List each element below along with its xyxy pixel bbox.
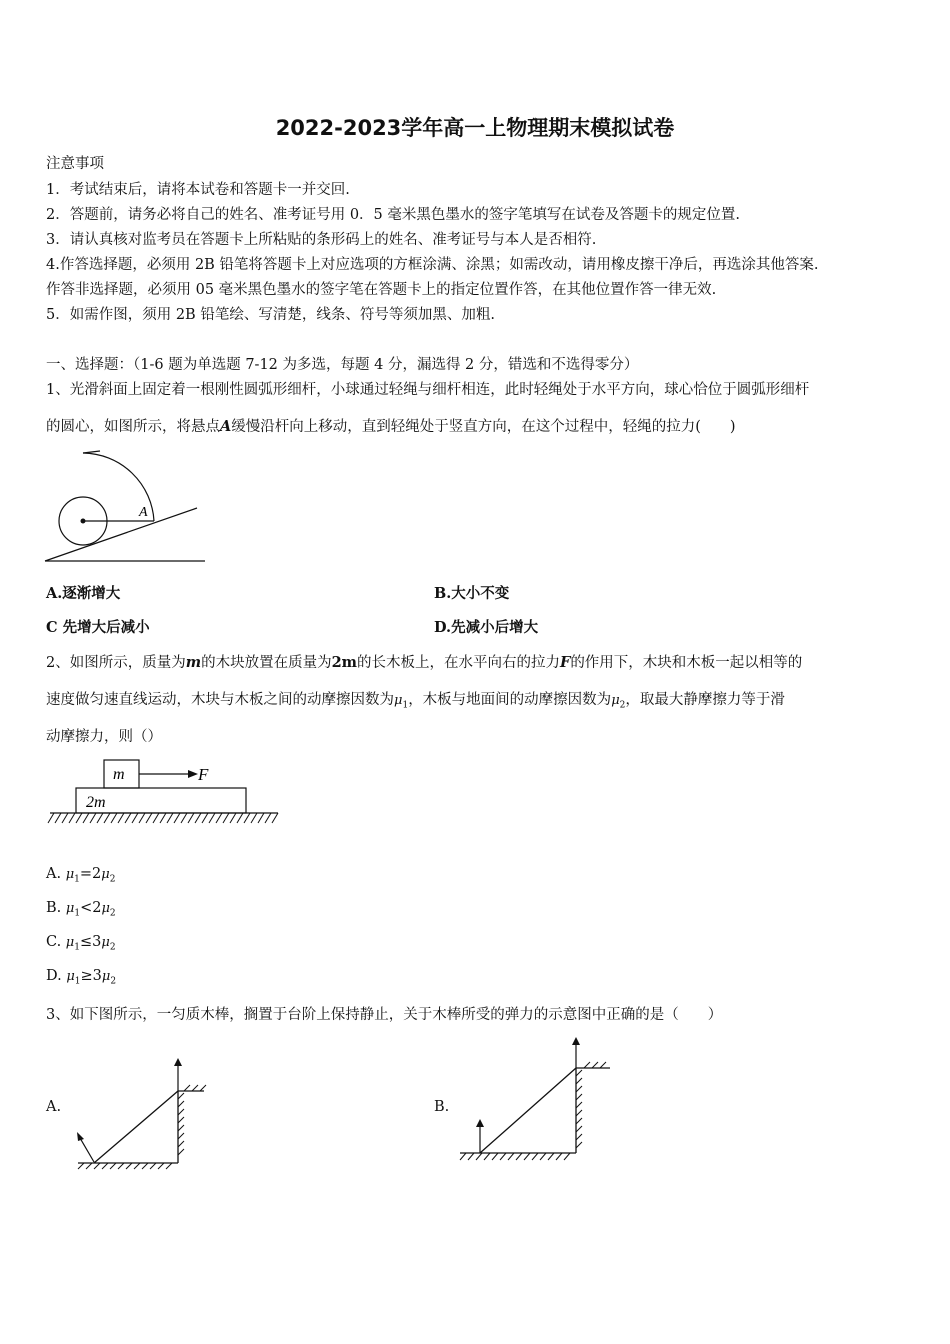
force-arrow-floor [80,1138,94,1162]
section-heading: 一、选择题：（1-6 题为单选题 7-12 为多选，每题 4 分，漏选得 2 分，错选和不选得零分） [46,357,639,373]
ground-hatch [48,813,278,823]
force-arrow-floor-head [476,1119,484,1127]
q1-option-d[interactable]: D.先减小后增大 [434,619,539,636]
notice-heading: 注意事项 [46,156,104,172]
notice-item: 2．答题前，请务必将自己的姓名、准考证号用 0．5 毫米黑色墨水的签字笔填写在试卷及答题卡的规定位置. [46,207,740,223]
notice-item: 3．请认真核对监考员在答题卡上所粘贴的条形码上的姓名、准考证号与本人是否相符. [46,232,597,248]
q3-option-a-label[interactable]: A. [46,1099,62,1115]
q1-stem-line1: 1、光滑斜面上固定着一根刚性圆弧形细杆，小球通过轻绳与细杆相连，此时轻绳处于水平方向，球心恰位于圆弧形细杆 [46,382,810,398]
q2-stem-line1: 2、如图所示，质量为m的木块放置在质量为2m的长木板上，在水平向右的拉力F的作用下，木块和木板一起以相等的 [46,654,803,671]
floor-hatch [78,1163,172,1169]
q1-figure [40,445,210,570]
page-title: 2022-2023学年高一上物理期末模拟试卷 [275,116,675,140]
rod [94,1091,178,1163]
point-a-label: A [139,505,148,520]
q2-figure [48,758,280,828]
q1-option-c[interactable]: C 先增大后减小 [46,619,150,636]
q2-option-b[interactable]: B. $\mu_1<2\mu_2$ [46,900,116,919]
block-m-label: m [113,766,125,783]
board-2m-label: 2m [86,794,106,811]
q3-figure-b [456,1035,616,1165]
arc-rod-top [83,451,100,453]
incline-slope [45,508,197,561]
step-hatch [576,1062,606,1148]
q1-option-a[interactable]: A.逐渐增大 [46,585,121,602]
force-arrow-head [188,770,198,778]
notice-item: 4.作答选择题，必须用 2B 铅笔将答题卡上对应选项的方框涂满、涂黑；如需改动，请用橡皮擦干净后，再选涂其他答案. [46,257,819,273]
q2-stem-line2: 速度做匀速直线运动，木块与木板之间的动摩擦因数为$\mu_1$，木板与地面间的动摩擦因数为$\mu_2$，取最大静摩擦力等于滑 [46,692,785,711]
step-hatch [178,1085,206,1155]
q3-option-b-label[interactable]: B. [434,1099,450,1115]
force-label: F [198,765,209,784]
force-arrow-floor-head [77,1132,84,1141]
q1-stem-line2: 的圆心，如图所示，将悬点A缓慢沿杆向上移动，直到轻绳处于竖直方向，在这个过程中，轻绳的拉力( ) [46,418,736,435]
q2-stem-line3: 动摩擦力，则（） [46,729,162,745]
force-arrow-step-head [572,1037,580,1045]
rod [480,1068,576,1153]
q3-stem: 3、如下图所示，一匀质木棒，搁置于台阶上保持静止，关于木棒所受的弹力的示意图中正确的是（ ） [46,1007,723,1023]
notice-item: 1．考试结束后，请将本试卷和答题卡一并交回. [46,182,350,198]
q3-figure-a [70,1058,210,1173]
q2-option-c[interactable]: C. $\mu_1\le 3\mu_2$ [46,934,116,953]
floor-hatch [460,1153,570,1160]
force-arrow-step-head [174,1058,182,1066]
q1-option-b[interactable]: B.大小不变 [434,585,510,602]
q2-option-d[interactable]: D. $\mu_1\ge 3\mu_2$ [46,968,117,987]
notice-item: 5．如需作图，须用 2B 铅笔绘、写清楚，线条、符号等须加黑、加粗. [46,307,495,323]
q2-option-a[interactable]: A. $\mu_1=2\mu_2$ [46,866,116,885]
notice-item: 作答非选择题，必须用 05 毫米黑色墨水的签字笔在答题卡上的指定位置作答，在其他位置作答一律无效. [46,282,717,298]
